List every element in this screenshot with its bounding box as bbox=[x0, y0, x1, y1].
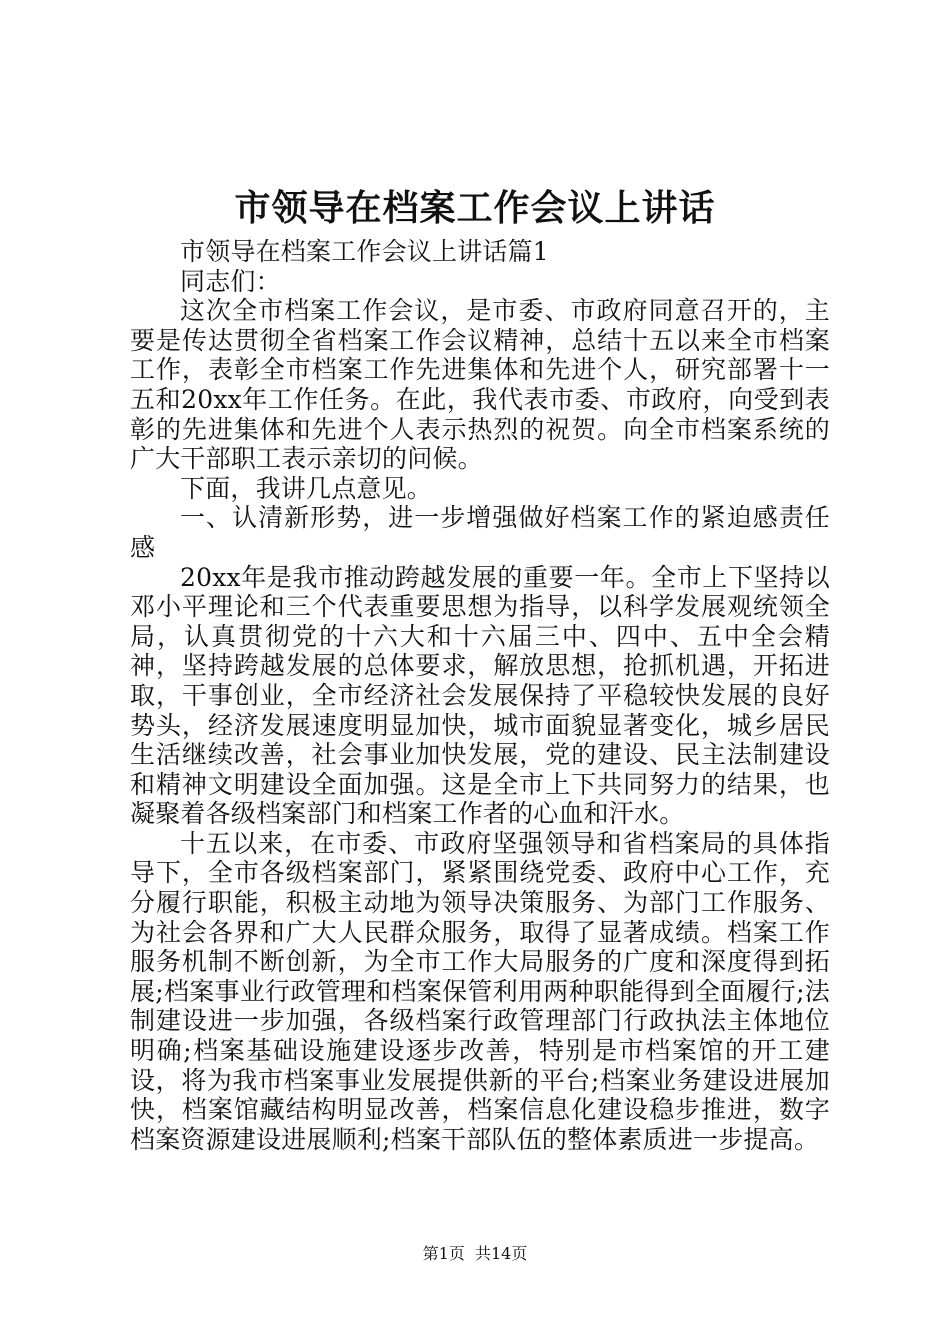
paragraph-achievements: 十五以来，在市委、市政府坚强领导和省档案局的具体指导下，全市各级档案部门，紧紧围绕党委、政府中心工作，充分履行职能，积极主动地为领导决策服务、为部门工作服务、为社会各界和广大人民群众服务，取得了显著成绩。档案工作服务机制不断创新，为全市工作大局服务的广度和深度得到拓展;档案事业行政管理和档案保管利用两种职能得到全面履行;法制建设进一步加强，各级档案行政管理部门行政执法主体地位明确;档案基础设施建设逐步改善，特别是市档案馆的开工建设，将为我市档案事业发展提供新的平台;档案业务建设进展加快，档案馆藏结构明显改善，档案信息化建设稳步推进，数字档案资源建设进展顺利;档案干部队伍的整体素质进一步提高。 bbox=[130, 828, 830, 1154]
paragraph-transition: 下面，我讲几点意见。 bbox=[180, 473, 433, 503]
paragraph-heading: 市领导在档案工作会议上讲话篇1 bbox=[180, 237, 549, 266]
document-body bbox=[130, 237, 830, 1154]
document-title: 市领导在档案工作会议上讲话 bbox=[234, 187, 716, 229]
page-number-label: 第1页 共14页 bbox=[422, 1244, 528, 1263]
paragraph-intro: 这次全市档案工作会议，是市委、市政府同意召开的，主要是传达贯彻全省档案工作会议精神，总结十五以来全市档案工作，表彰全市档案工作先进集体和先进个人，研究部署十一五和20xx年工作任务。在此，我代表市委、市政府，向受到表彰的先进集体和先进个人表示热烈的祝贺。向全市档案系统的广大干部职工表示亲切的问候。 bbox=[130, 296, 830, 474]
section-heading-one: 一、认清新形势，进一步增强做好档案工作的紧迫感责任感 bbox=[130, 503, 830, 562]
paragraph-development: 20xx年是我市推动跨越发展的重要一年。全市上下坚持以邓小平理论和三个代表重要思想为指导，以科学发展观统领全局，认真贯彻党的十六大和十六届三中、四中、五中全会精神，坚持跨越发展的总体要求，解放思想，抢抓机遇，开拓进取，干事创业，全市经济社会发展保持了平稳较快发展的良好势头，经济发展速度明显加快，城市面貌显著变化，城乡居民生活继续改善，社会事业加快发展，党的建设、民主法制建设和精神文明建设全面加强。这是全市上下共同努力的结果，也凝聚着各级档案部门和档案工作者的心血和汗水。 bbox=[130, 562, 830, 829]
paragraph-salutation: 同志们： bbox=[180, 266, 281, 296]
page-footer bbox=[0, 1243, 950, 1265]
